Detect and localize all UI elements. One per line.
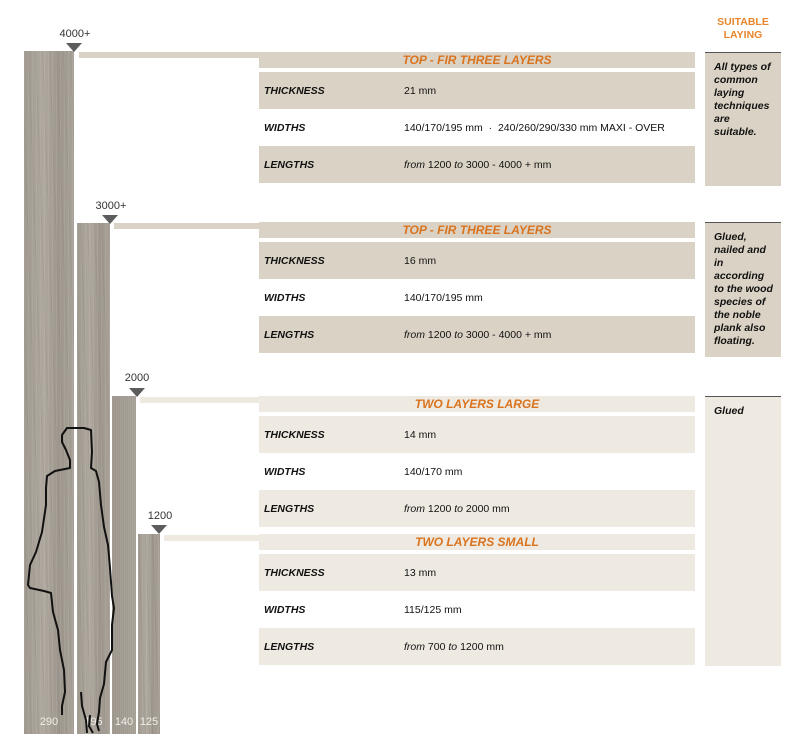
laying-note-3: Glued (705, 396, 781, 666)
marker-triangle-icon (66, 43, 82, 52)
row-value: from 1200 to 2000 mm (404, 502, 510, 515)
table-row-widths (259, 109, 695, 146)
spec-table-top-fir-16 (259, 222, 695, 353)
connector-bar (164, 535, 259, 541)
laying-note-2: Glued, nailed and in according to the wood species of the noble plank also floating. (705, 222, 781, 357)
row-value: from 1200 to 3000 - 4000 + mm (404, 158, 552, 171)
table-title: TWO LAYERS LARGE (259, 396, 695, 412)
row-label: WIDTHS (264, 291, 306, 304)
length-label-1200: 1200 (147, 510, 173, 522)
length-label-2000: 2000 (124, 372, 150, 384)
row-value: from 1200 to 3000 - 4000 + mm (404, 328, 552, 341)
table-title: TOP - FIR THREE LAYERS (259, 52, 695, 68)
table-row-thickness (259, 416, 695, 453)
length-label-3000: 3000+ (95, 200, 127, 212)
table-row-lengths (259, 628, 695, 665)
row-label: LENGTHS (264, 158, 315, 171)
row-label: WIDTHS (264, 465, 306, 478)
row-value: 115/125 mm (404, 603, 462, 616)
row-value: from 700 to 1200 mm (404, 640, 504, 653)
row-label: THICKNESS (264, 84, 325, 97)
table-row-lengths (259, 146, 695, 183)
row-value: 16 mm (404, 254, 437, 267)
row-value: 14 mm (404, 428, 437, 441)
row-label: LENGTHS (264, 640, 315, 653)
table-row-lengths (259, 490, 695, 527)
connector-bar (79, 52, 259, 58)
length-label-4000: 4000+ (59, 28, 91, 40)
row-value: 140/170 mm (404, 465, 463, 478)
marker-triangle-icon (151, 525, 167, 534)
row-value: 13 mm (404, 566, 437, 579)
table-row-lengths (259, 316, 695, 353)
row-label: THICKNESS (264, 566, 325, 579)
row-label: THICKNESS (264, 254, 325, 267)
row-label: LENGTHS (264, 502, 315, 515)
row-label: THICKNESS (264, 428, 325, 441)
connector-bar (114, 223, 259, 229)
row-label: LENGTHS (264, 328, 315, 341)
plank-width-label: 140 (114, 716, 134, 728)
spec-table-top-fir-21 (259, 52, 695, 183)
row-value: 21 mm (404, 84, 437, 97)
table-row-thickness (259, 72, 695, 109)
plank-width-label: 125 (139, 716, 159, 728)
connector-bar (140, 397, 259, 403)
suitable-laying-header: SUITABLE LAYING (717, 16, 769, 41)
table-title: TOP - FIR THREE LAYERS (259, 222, 695, 238)
table-title: TWO LAYERS SMALL (259, 534, 695, 550)
row-label: WIDTHS (264, 603, 306, 616)
spec-table-two-layers-small (259, 534, 695, 665)
row-value: 140/170/195 mm (404, 291, 483, 304)
table-row-widths (259, 591, 695, 628)
marker-triangle-icon (129, 388, 145, 397)
table-row-widths (259, 279, 695, 316)
plank-width-label: 195 (84, 716, 103, 728)
table-row-thickness (259, 554, 695, 591)
table-row-thickness (259, 242, 695, 279)
spec-table-two-layers-large (259, 396, 695, 527)
table-row-widths (259, 453, 695, 490)
row-label: WIDTHS (264, 121, 306, 134)
plank-width-label: 290 (39, 716, 59, 728)
row-value: 140/170/195 mm · 240/260/290/330 mm MAXI - OVER (404, 121, 665, 134)
laying-note-1: All types of common laying techniques are suitable. (705, 52, 781, 186)
human-silhouette-icon (0, 0, 200, 750)
